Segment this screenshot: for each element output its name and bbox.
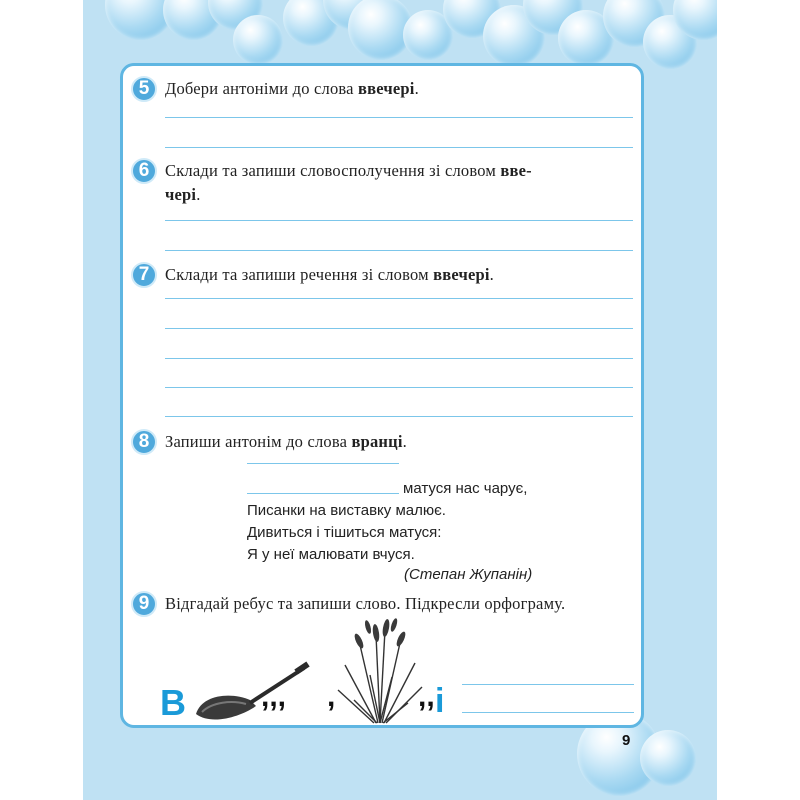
task-6-text: Склади та запиши словосполучення зі словом вве- чері. [165,161,532,204]
reeds-icon [330,615,430,725]
poem-author: (Степан Жупанін) [404,566,533,583]
oar-icon [192,654,312,726]
answer-line[interactable] [165,250,633,251]
task-number-6: 6 [131,158,157,184]
answer-line[interactable] [165,147,633,148]
answer-line[interactable] [165,358,633,359]
task-number-5: 5 [131,76,157,102]
rebus-letter-start: В [160,682,186,723]
answer-line[interactable] [462,712,634,713]
page-number: 9 [622,732,631,749]
answer-line[interactable] [462,684,634,685]
rebus-letter-end: і [435,682,445,720]
task-number-7: 7 [131,262,157,288]
task-5-text: Добери антоніми до слова ввечері. [165,79,419,98]
answer-line[interactable] [165,298,633,299]
task-number-9: 9 [131,591,157,617]
answer-line[interactable] [165,416,633,417]
bottom-bubble-small [640,730,696,786]
task-9-text: Відгадай ребус та запиши слово. Підкресли орфограму. [165,594,566,613]
answer-line[interactable] [165,328,633,329]
task-8-text: Запиши антонім до слова вранці. [165,432,407,451]
answer-line[interactable] [165,220,633,221]
answer-line[interactable] [165,117,633,118]
poem-line: Дивиться і тішиться матуся: [247,524,442,541]
poem-line: Писанки на виставку малює. [247,502,446,519]
task-7-text: Склади та запиши речення зі словом ввечері. [165,265,494,284]
poem-line: Я у неї малювати вчуся. [247,546,415,563]
answer-line[interactable] [247,463,399,464]
task-number-8: 8 [131,429,157,455]
poem-line: матуся нас чарує, [403,480,528,497]
answer-line[interactable] [165,387,633,388]
rebus-commas-1: ,,, [261,680,287,713]
poem [247,478,527,566]
rebus-commas-2: , [327,680,336,713]
rebus-commas-3: ,, [418,680,435,713]
